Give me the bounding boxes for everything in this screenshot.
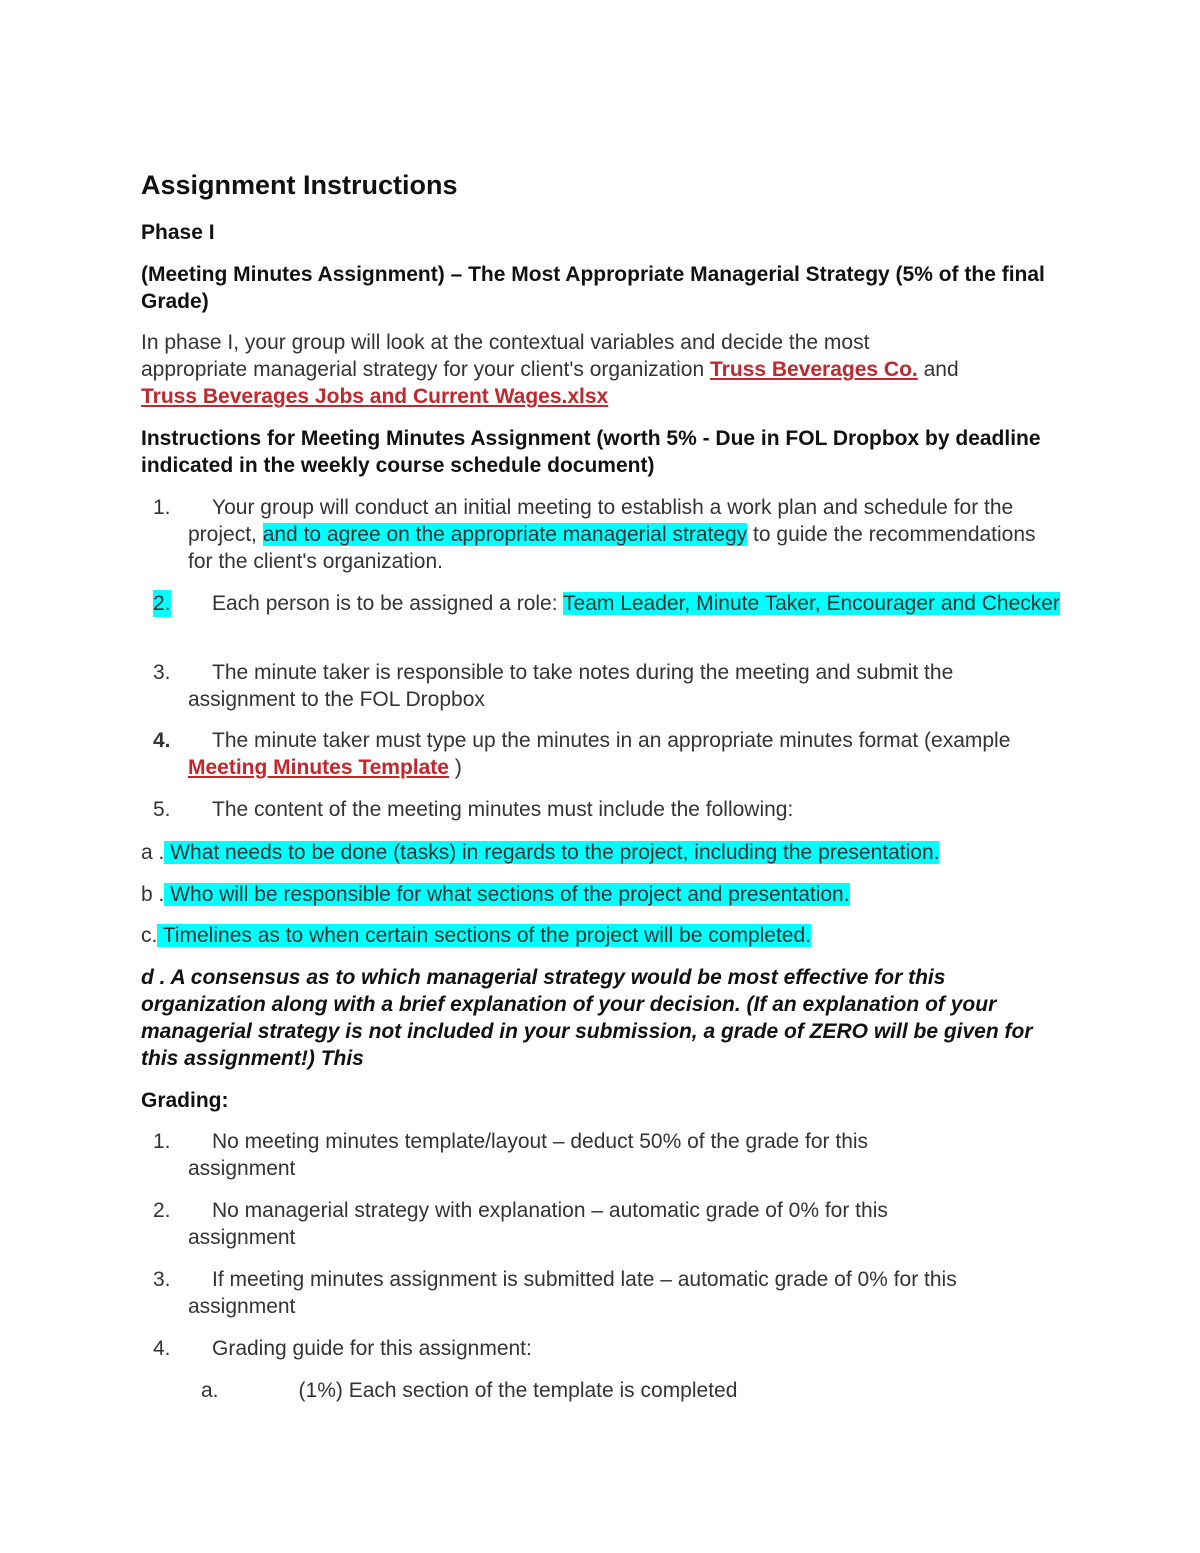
- grading-text: Grading guide for this assignment:: [212, 1337, 532, 1360]
- grading-item: [141, 1335, 1061, 1362]
- content-item-b: [141, 881, 850, 908]
- grading-item: [141, 1128, 1061, 1182]
- truss-beverages-link[interactable]: Truss Beverages Co.: [709, 358, 918, 381]
- item-letter: d: [141, 966, 154, 989]
- step-text-end: to guide the recommendations for the client's organization.: [188, 523, 1036, 573]
- grading-number: 3.: [153, 1268, 171, 1291]
- assignment-heading: (Meeting Minutes Assignment) – The Most Appropriate Managerial Strategy (5% of the final Grade): [141, 263, 1045, 313]
- item-d-text: . A consensus as to which managerial strategy would be most effective for this organization along with a brief explanation of your decision. (If an explanation of your managerial strategy is not included in your submission, a grade of ZERO will be given for this assignment!) This: [141, 966, 1033, 1070]
- item-highlight: What needs to be done (tasks) in regards to the project, including the presentation.: [164, 841, 940, 864]
- subitem-letter: a.: [201, 1379, 219, 1402]
- grading-item: [141, 1266, 1061, 1320]
- grading-number: 1.: [153, 1130, 171, 1153]
- item-highlight: Who will be responsible for what sections of the project and presentation.: [164, 883, 850, 906]
- step-item: [141, 727, 1061, 781]
- step-number: 1.: [153, 496, 171, 519]
- step-text-end: ): [448, 756, 462, 779]
- content-item-d: [141, 964, 1061, 1072]
- grading-text: If meeting minutes assignment is submitted late – automatic grade of 0% for this assignment: [188, 1268, 957, 1318]
- grading-number: 4.: [153, 1337, 171, 1360]
- step-text: The minute taker must type up the minutes in an appropriate minutes format (example: [212, 729, 1011, 752]
- instructions-heading: Instructions for Meeting Minutes Assignment (worth 5% - Due in FOL Dropbox by deadline indicated in the weekly course schedule document): [141, 427, 1041, 477]
- step-text: Each person is to be assigned a role:: [212, 592, 564, 615]
- grading-number: 2.: [153, 1199, 171, 1222]
- step-text: Your group will conduct an initial meeting to establish a work plan and schedule for the project,: [188, 496, 1014, 546]
- step-text: The minute taker is responsible to take notes during the meeting and submit the assignment to the FOL Dropbox: [188, 661, 954, 711]
- intro-text-1: In phase I, your group will look at the contextual variables and decide the most appropriate managerial strategy for your client's organization: [141, 331, 870, 381]
- page-title: Assignment Instructions: [141, 170, 458, 200]
- jobs-wages-link[interactable]: Truss Beverages Jobs and Current Wages.xlsx: [141, 385, 609, 408]
- grading-heading: Grading:: [141, 1089, 229, 1112]
- step-number: 5.: [153, 798, 171, 821]
- grading-text: No managerial strategy with explanation – automatic grade of 0% for this assignment: [188, 1199, 888, 1249]
- step-item: [141, 494, 1061, 575]
- intro-paragraph: [141, 329, 981, 410]
- step-number: 4.: [153, 729, 171, 752]
- content-item-c: [141, 922, 811, 949]
- item-letter: a .: [141, 841, 165, 864]
- phase-heading: Phase I: [141, 221, 215, 244]
- content-item-a: [141, 839, 939, 866]
- step-item: [141, 590, 1061, 617]
- step-number: 2.: [153, 592, 171, 615]
- step-number: 3.: [153, 661, 171, 684]
- grading-item: [141, 1197, 1061, 1251]
- subitem-text: (1%) Each section of the template is completed: [298, 1379, 738, 1402]
- step-text: The content of the meeting minutes must include the following:: [212, 798, 794, 821]
- meeting-minutes-template-link[interactable]: Meeting Minutes Template: [188, 756, 449, 779]
- step-highlight: and to agree on the appropriate managerial strategy: [262, 523, 748, 546]
- intro-text-2: and: [917, 358, 959, 381]
- step-item: [141, 796, 1061, 823]
- item-letter: c.: [141, 924, 158, 947]
- grading-subitem: [201, 1377, 737, 1404]
- item-highlight: Timelines as to when certain sections of the project will be completed.: [157, 924, 811, 947]
- step-item: [141, 659, 1061, 713]
- grading-text: No meeting minutes template/layout – deduct 50% of the grade for this assignment: [188, 1130, 869, 1180]
- step-highlight: Team Leader, Minute Taker, Encourager and Checker: [563, 592, 1060, 615]
- item-letter: b .: [141, 883, 165, 906]
